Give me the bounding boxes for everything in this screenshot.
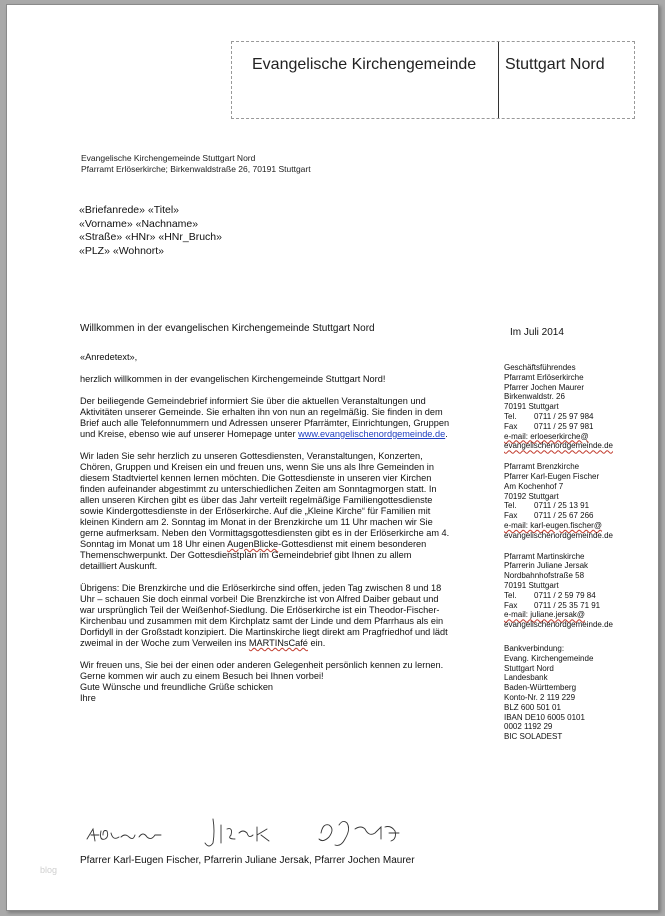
signature-maurer: [319, 821, 399, 845]
phone-value: 0711 / 25 13 91: [534, 501, 590, 511]
paragraph-newsletter: [80, 396, 450, 440]
fax-value: 0711 / 25 35 71 91: [534, 600, 601, 610]
contact-line: Geschäftsführendes: [504, 363, 576, 372]
address-line-2: «Vorname» «Nachname»: [79, 217, 199, 230]
contact-line: Pfarrer Karl-Eugen Fischer: [504, 471, 600, 481]
bank-line: Bankverbindung:: [504, 643, 565, 653]
letter-date: Im Juli 2014: [510, 327, 564, 338]
bank-details: [504, 644, 644, 742]
email-link[interactable]: e-mail: erloeserkirche@: [504, 431, 589, 441]
paragraph-churches-text: Übrigens: Die Brenzkirche und die Erlöserkirche sind offen, jeden Tag zwischen 8 und 18 Uhr – schauen Sie doch einmal vorbei! Die Brenzkirche ist von Alfred Daiber gebaut und war ursprünglich Teil der Weißenhof-Siedlung. Die Erlöserkirche ist ein Theodor-Fischer-Kirchenbau und zusammen mit dem Kirchplatz samt der Linde und dem Pfarrhaus als ein Dorfidyll in der Großstadt konzipiert. Die Martinskirche liegt direkt am Pragfriedhof und lädt zweimal in der Woche zum Verweilen ins: [80, 583, 448, 648]
contact-block-martinskirche: [504, 552, 644, 630]
paragraph-services: [80, 451, 450, 572]
contact-fax: [504, 601, 644, 611]
fax-value: 0711 / 25 97 981: [534, 421, 594, 431]
contact-block-erloeserkirche: [504, 363, 644, 451]
contact-line: 70191 Stuttgart: [504, 580, 559, 590]
bank-line: Konto-Nr. 2 119 229: [504, 692, 576, 702]
salutation: «Anredetext»,: [80, 352, 138, 362]
email-link[interactable]: e-mail: juliane.jersak@: [504, 610, 586, 620]
contact-fax: [504, 511, 644, 521]
bank-line: 0002 1192 29: [504, 722, 553, 732]
phone-label: Tel.: [504, 590, 517, 600]
letterhead-divider: [498, 42, 499, 118]
email-domain[interactable]: evangelischenordgemeinde.de: [504, 441, 613, 451]
bank-line: Evang. Kirchengemeinde: [504, 653, 594, 663]
email-domain[interactable]: evangelischenordgemeinde.de: [504, 530, 613, 540]
contact-line: Pfarrerin Juliane Jersak: [504, 561, 589, 571]
paragraph-churches: [80, 583, 450, 649]
contact-fax: [504, 422, 644, 432]
welcome-line: herzlich willkommen in der evangelischen Kirchengemeinde Stuttgart Nord!: [80, 374, 386, 384]
address-line-3: «Straße» «HNr» «HNr_Bruch»: [79, 231, 222, 243]
sender-line: [81, 153, 311, 174]
bank-line: BIC SOLADEST: [504, 732, 563, 742]
signatures: [85, 815, 425, 851]
letterhead-box: [231, 41, 635, 119]
bank-line: Landesbank: [504, 673, 548, 683]
fax-label: Fax: [504, 600, 518, 610]
contact-line: 70192 Stuttgart: [504, 491, 559, 501]
recipient-address: [79, 204, 222, 258]
contact-block-brenzkirche: [504, 462, 644, 540]
letterhead-left: Evangelische Kirchengemeinde: [252, 56, 477, 73]
augenblicke-term: AugenBlicke: [227, 539, 279, 549]
paragraph-newsletter-text: Der beiliegende Gemeindebrief informiert Sie über die aktuellen Veranstaltungen und Aktivitäten unserer Gemeinde. Sie erhalten ihn von nun an regelmäßig. Sie finden in dem Brief auch alle Telefonnummern und Adressen unserer Pfarrämter, Einrichtungen, Gruppen und Kreise, ebenso wie auf unserer Homepage unter: [80, 396, 450, 439]
contact-line: Nordbahnhofstraße 58: [504, 571, 585, 581]
homepage-link[interactable]: www.evangelischenordgemeinde.de: [298, 429, 446, 439]
contact-line: 70191 Stuttgart: [504, 402, 559, 412]
email-domain[interactable]: evangelischenordgemeinde.de: [504, 620, 613, 630]
closing-line: Gute Wünsche und freundliche Grüße schicken: [80, 682, 274, 692]
closing-ihre: Ihre: [80, 693, 96, 703]
watermark: blog: [40, 865, 58, 875]
contact-phone: [504, 501, 644, 511]
contact-line: Pfarrer Jochen Maurer: [504, 382, 585, 392]
phone-label: Tel.: [504, 501, 517, 511]
signers-line: Pfarrer Karl-Eugen Fischer, Pfarrerin Juliane Jersak, Pfarrer Jochen Maurer: [80, 855, 415, 866]
contact-line: Pfarramt Brenzkirche: [504, 462, 580, 472]
letter-body: [80, 352, 450, 704]
contact-sidebar: [504, 363, 644, 753]
fax-label: Fax: [504, 421, 518, 431]
letter-page: [6, 4, 659, 911]
bank-line: Stuttgart Nord: [504, 663, 554, 673]
letterhead-right: Stuttgart Nord: [505, 56, 605, 73]
phone-value: 0711 / 2 59 79 84: [534, 590, 596, 600]
contact-line: Birkenwaldstr. 26: [504, 392, 565, 402]
bank-line: Baden-Württemberg: [504, 683, 577, 693]
phone-label: Tel.: [504, 411, 517, 421]
letter-subject: Willkommen in der evangelischen Kirchengemeinde Stuttgart Nord: [80, 323, 375, 334]
paragraph-visit: Wir freuen uns, Sie bei der einen oder anderen Gelegenheit persönlich kennen zu lernen. Gerne kommen wir auch zu einem Besuch bei Ihnen vorbei!: [80, 660, 444, 681]
bank-line: BLZ 600 501 01: [504, 702, 561, 712]
signature-fischer: [87, 829, 161, 841]
fax-value: 0711 / 25 67 266: [534, 511, 594, 521]
sender-address: Pfarramt Erlöserkirche; Birkenwaldstraße 26, 70191 Stuttgart: [81, 163, 311, 174]
address-line-1: «Briefanrede» «Titel»: [79, 204, 180, 216]
contact-phone: [504, 412, 644, 422]
bank-line: IBAN DE10 6005 0101: [504, 712, 585, 722]
fax-label: Fax: [504, 511, 518, 521]
paragraph-services-end: -Gottesdienst mit einem besonderen Themenschwerpunkt. Der Gottesdienstplan im Gemeindebrief gibt Ihnen zu allem detailliert Auskunft.: [80, 539, 427, 571]
contact-line: Pfarramt Erlöserkirche: [504, 372, 584, 382]
signature-jersak: [205, 819, 269, 846]
address-line-4: «PLZ» «Wohnort»: [79, 244, 165, 257]
email-link[interactable]: e-mail: karl-eugen.fischer@: [504, 520, 602, 530]
paragraph-newsletter-end: .: [445, 429, 448, 439]
phone-value: 0711 / 25 97 984: [534, 411, 594, 421]
sender-name: Evangelische Kirchengemeinde Stuttgart Nord: [81, 153, 256, 163]
contact-line: Pfarramt Martinskirche: [504, 551, 585, 561]
contact-phone: [504, 591, 644, 601]
martinscafe-term: MARTINsCafé: [248, 638, 308, 648]
paragraph-churches-end: ein.: [310, 638, 326, 648]
contact-line: Am Kochenhof 7: [504, 481, 564, 491]
paragraph-services-text: Wir laden Sie sehr herzlich zu unseren Gottesdiensten, Veranstaltungen, Konzerten, Chören, Gruppen und Kreisen ein und freuen uns, wenn Sie uns als Ihre Gemeinden in diesem Stadtviertel kennen lernen möchten. Die Gottesdienste in unseren vier Kirchen finden aufeinander abgestimmt zu unterschiedlichen Zeiten am Sonntagmorgen statt. In allen unseren Kirchen gibt es über das Jahr verteilt regelmäßige Familiengottesdienste sowie Kindergottesdienste in der Erlöserkirche. Auf die „Kleine Kirche“ für Familien mit kleinen Kindern am 2. Sonntag im Monat in der Brenzkirche um 11 Uhr machen wir Sie gerne aufmerksam. Neben den Vormittagsgottesdiensten gibt es in der Erlöserkirche am 4. Sonntag im Monat um 18 Uhr einen: [80, 451, 450, 549]
